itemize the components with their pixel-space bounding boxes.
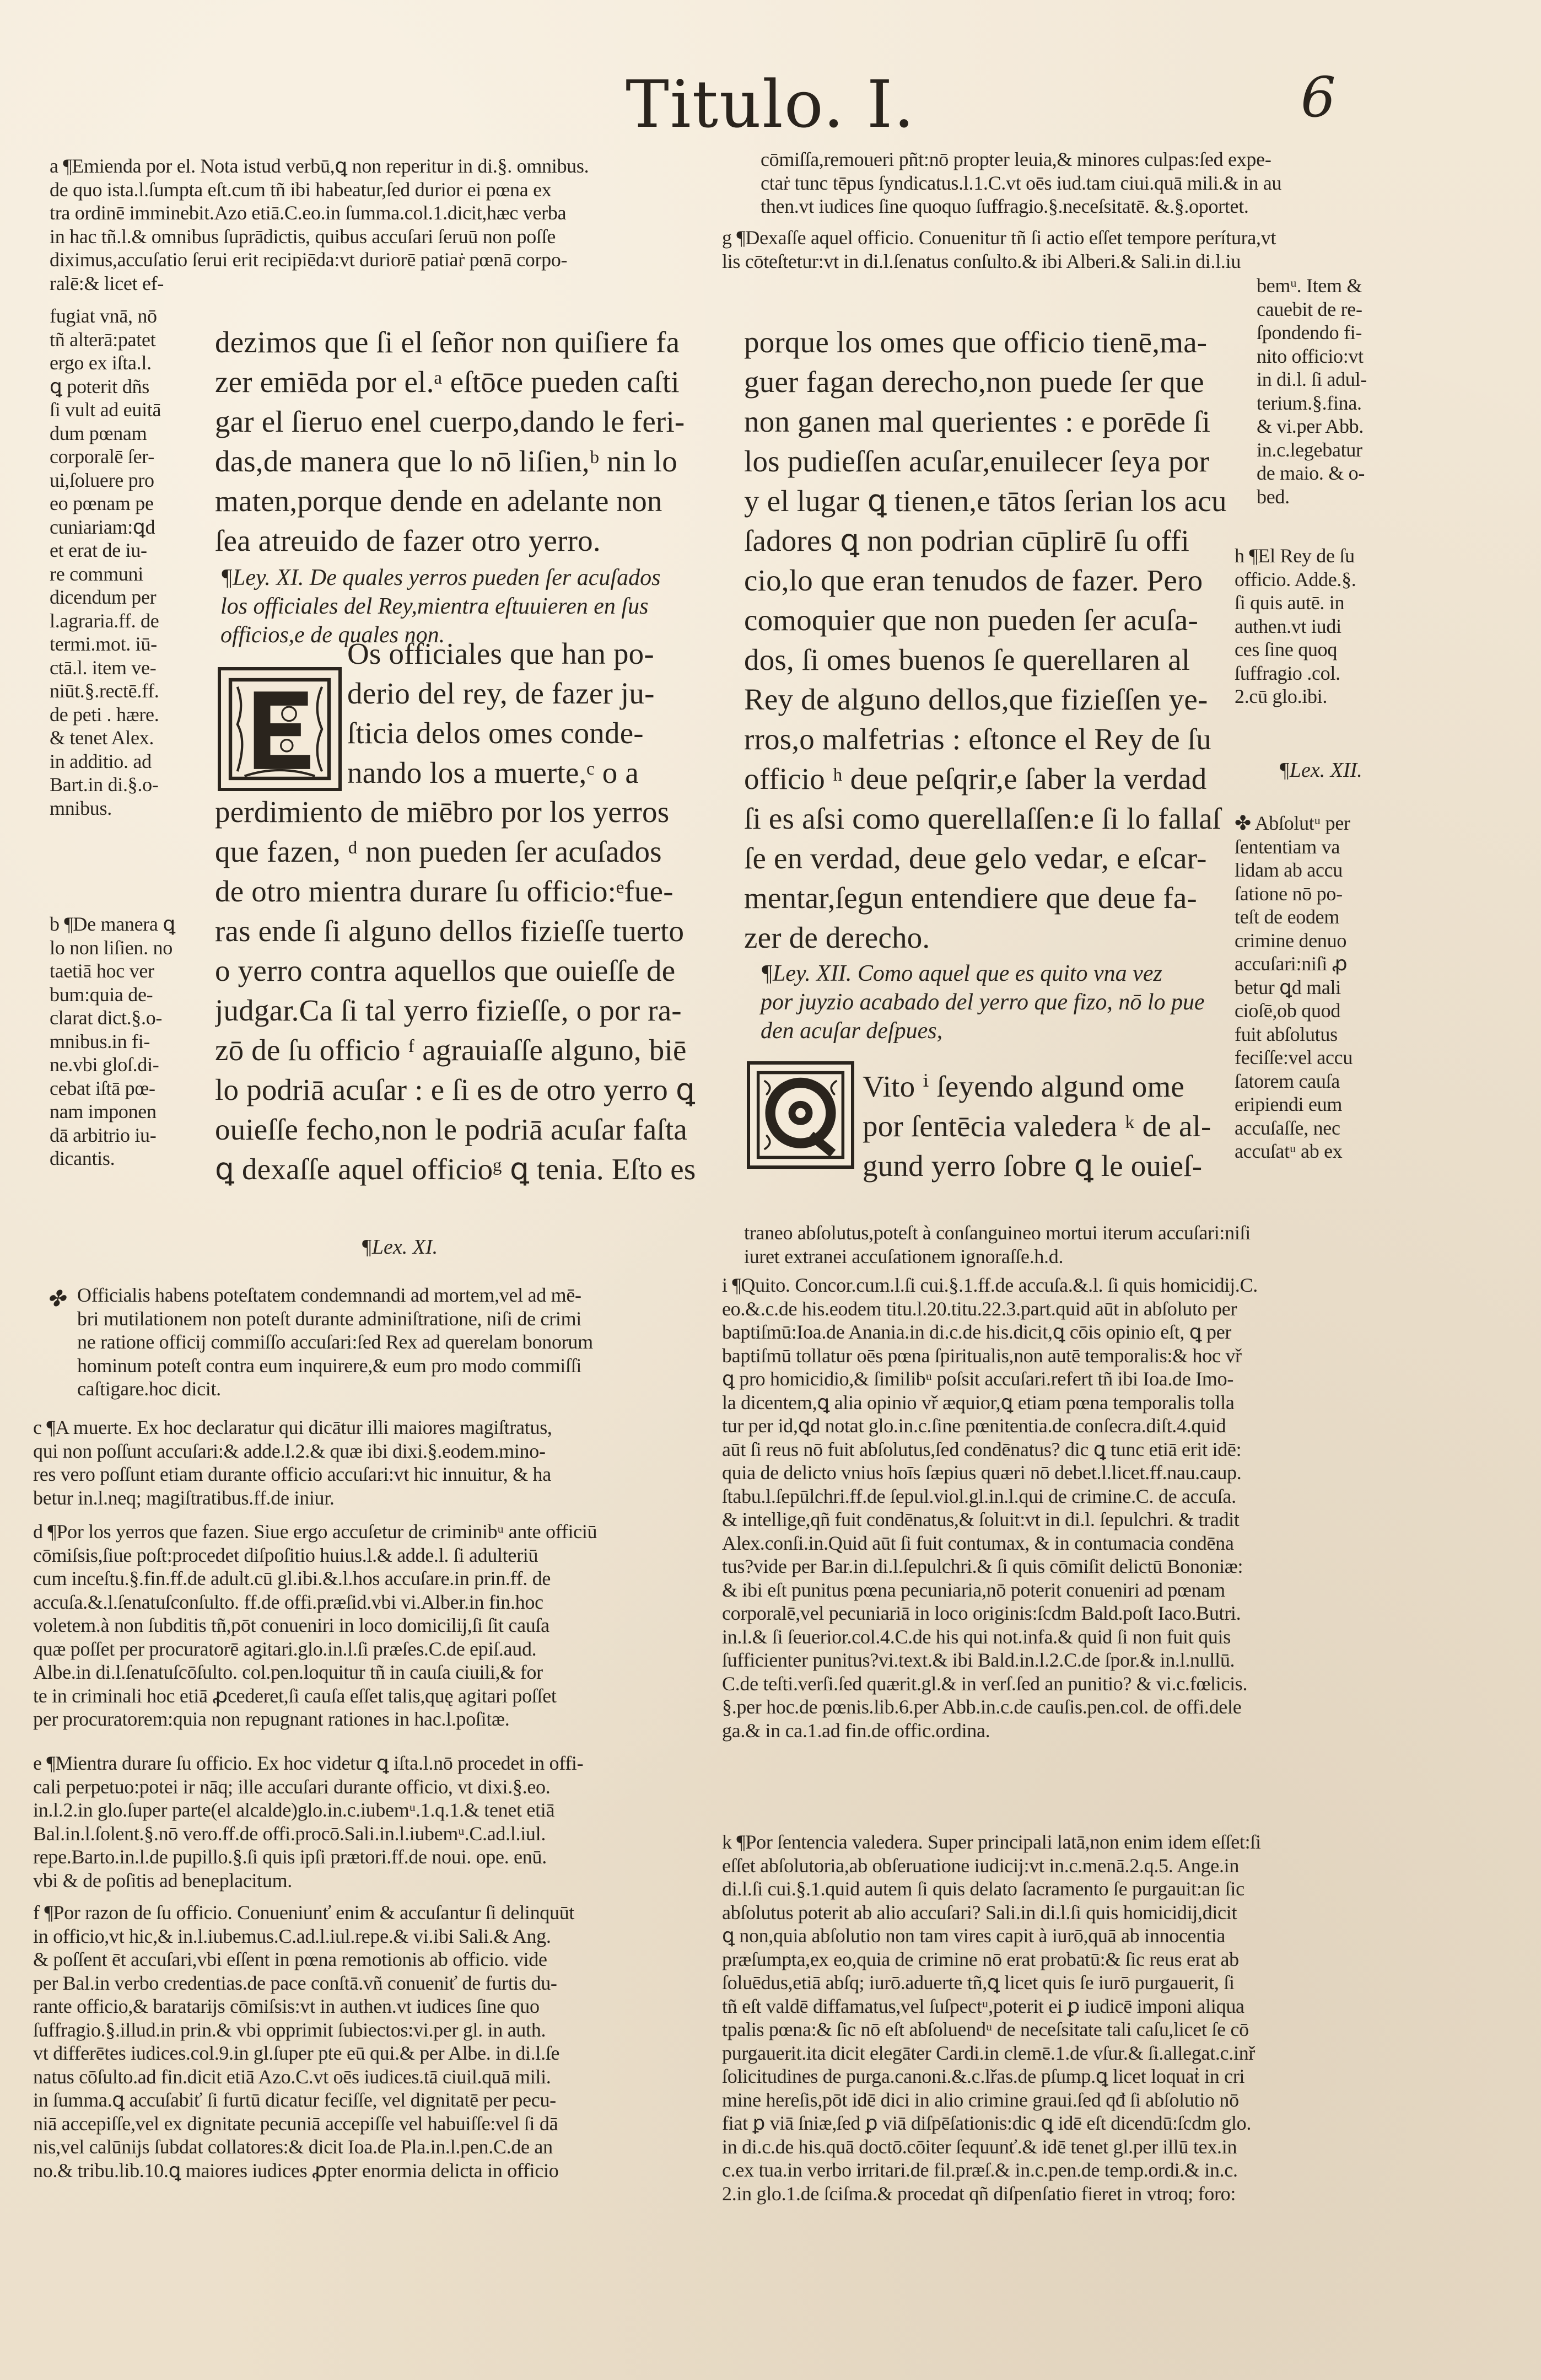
gloss-c: c ¶A muerte. Ex hoc declaratur qui dicātur illi maiores magiſtratus, qui non poſſunt accuſari:& adde.l.2.& quæ ibi dixi.§.eodem.mino- res vero poſſunt etiam durante officio accuſari:vt hic innuitur, & ha betur in.l.neq; magiſtratibus.ff.de iniur. — [33, 1416, 552, 1509]
gloss-g-side: bemᵘ. Item & cauebit de re- ſpondendo fi- nito officio:vt in di.l. ſi adul- terium.§.fina. & vi.per Abb. in.c.legebatur de maio. & o- bed. — [1257, 275, 1367, 508]
ley-xi-right-text: porque los omes que officio tienē,ma- guer fagan derecho,non puede ſer que non ganen mal querientes : e porēde ſi los pudieſſen acuſar,enuilecer ſeya por y el lugar ꝗ tienen,e tātos ſerian los acu ſadores ꝗ non podrian cūplirē ſu offi cio,lo que eran tenudos de fazer. Pero comoquier que non pueden ſer acuſa- dos, ſi omes buenos ſe querellaren al Rey de alguno dellos,que fizieſſen ye- rros,o malfetrias : eſtonce el Rey de ſu officio ʰ deue peſqrir,e ſaber la verdad ſi es aſsi como querellaſſen:e ſi lo fallaſ ſe en verdad, deue gelo vedar, e eſcar- mentar,ſegun entendiere que deue fa- zer de derecho. — [744, 325, 1227, 954]
ley-xi-main-text: perdimiento de miēbro por los yerros que fazen, ᵈ non pueden ſer acuſados de otro mientra durare ſu officio:ᵉfue- ras ende ſi alguno dellos fizieſſe tuerto o yerro contra aquellos que ouieſſe de judgar.Ca ſi tal yerro fizieſſe, o por ra- zō de ſu officio ᶠ agrauiaſſe alguno, biē lo podriā acuſar : e ſi es de otro yerro ꝗ ouieſſe fecho,non le podriā acuſar faſta ꝗ dexaſſe aquel officioᵍ ꝗ tenia. Eſto es — [215, 795, 696, 1186]
gloss-a-top: a ¶Emienda por el. Nota istud verbū,ꝗ non reperitur in di.§. omnibus. de quo ista.l.ſumpta eſt.cum tñ ibi habeatur,ſed durior ei pœna ex tra ordinē imminebit.Azo etiā.C.eo.in ſumma.col.1.dicit,hæc verba in hac tñ.l.& omnibus ſuprādictis, quibus accuſari ſeruū non poſſe diximus,accuſatio ſerui erit recipiēda:vt duriorē patiaṙ pœnā corpo- ralē:& licet ef- — [50, 155, 589, 294]
gloss-a-side: fugiat vnā, nō tñ alterā:patet ergo ex iſta.l. ꝗ poterit dñs ſi vult ad euitā dum pœnam corporalē ſer- ui,ſoluere pro eo pœnam pe cuniariam:ꝗd et erat de iu- re communi dicendum per l.agraria.ff. de termi.mot. iū- ctā.l. item ve- niūt.§.rectē.ff. de peti . hære. & tenet Alex. in additio. ad Bart.in di.§.o- mnibus. — [50, 305, 161, 819]
gloss-b-side: b ¶De manera ꝗ lo non liſien. no taetiā hoc ver bum:quia de- clarat dict.§.o- mnibus.in fi- ne.vbi gloſ.di- cebat iſtā pœ- nam imponen dā arbitrio iu- dicantis. — [50, 913, 175, 1169]
gloss-f: f ¶Por razon de ſu officio. Conueniunť enim & accuſantur ſi delinquūt in officio,vt hic,& in.l.iubemus.C.ad.l.iul.repe.& vi.ibi Sali.& Ang. & poſſent ēt accuſari,vbi eſſent in pœna remotionis ab officio. vide per Bal.in verbo credentias.de pace conſtā.vñ conueniť de furtis du- rante officio,& baratarijs cōmiſsis:vt in authen.vt iudices ſine quo ſuffragio.§.illud.in prin.& vbi opprimit ſubiectos:vi.per gl. in auth. vt differētes iudices.col.9.in gl.ſuper pte eū qui.& per Albe. in di.l.ſe natus cōſulto.ad fin.dicit etiā Azo.C.vt oēs iudices.tā ciuil.quā mili. in ſumma.ꝗ accuſabiť ſi furtū dicatur feciſſe, vel dignitatē per pecu- niā accepiſſe,vel ex dignitate pecuniā accepiſſe vel habuiſſe:vel ſi dā nis,vel calūnijs ſubdat collatores:& dicit Ioa.de Pla.in.l.pen.C.de an no.& tribu.lib.10.ꝗ maiores iudices ꝓpter enormia delicta in officio — [33, 1901, 575, 2182]
summary-lex-xii-continued: traneo abſolutus,poteſt à conſanguineo mortui iterum accuſari:niſi iuret extranei accuſationem ignoraſſe.h.d. — [744, 1222, 1251, 1267]
folio-number: 6 — [1301, 65, 1336, 130]
gloss-k: k ¶Por ſentencia valedera. Super principali latā,non enim idem eſſet:ſi eſſet abſolutoria,ab obſeruatione iudicij:vt in.c.menā.2.q.5. Ange.in di.l.ſi cui.§.1.quid autem ſi quis delato ſacramento ſe purgauit:an ſic abſolutus poterit ab alio accuſari? Sali.in di.l.ſi quis homicidij,dicit ꝗ non,quia abſolutio non tam vires capit à iurō,quā ab innocentia præſumpta,ex eo,quia de crimine nō erat probatū:& ſic reus erat ab ſoluēdus,etiā abſq; iurō.aduerte tñ,ꝗ licet quis ſe iurō purgauerit, ſi tñ eſt valdē diffamatus,vel ſuſpectᵘ,poterit ei ꝑ iudicē imponi aliqua tpalis pœna:& ſic nō eſt abſoluendᵘ de neceſsitate tali caſu,licet ſe cō purgauerit.ita dicit elegāter Cardi.in clemē.1.de vſur.& ſi.allegat.c.inř ſolicitudines de purga.canoni.&.c.lřas.de pſump.ꝗ licet loquaṫ in cri mine hereſis,pōt idē dici in alio crimine graui.ſed qđ ſi abſolutio nō fiat ꝑ viā ſniæ,ſed ꝑ viā diſpēſationis:dic ꝗ idē eſt dicendū:ſcdm glo. in di.c.de his.quā doctō.cōiter ſequunť.& idē tenet gl.per illū tex.in c.ex tua.in verbo irritari.de fil.præſ.& in.c.pen.de temp.ordi.& in.c. 2.in glo.1.de ſciſma.& procedat qñ diſpenſatio fieret in vtroq; foro: — [722, 1831, 1261, 2205]
gloss-i: i ¶Quito. Concor.cum.l.ſi cui.§.1.ff.de accuſa.&.l. ſi quis homicidij.C. eo.&.c.de his.eodem titu.l.20.titu.22.3.part.quid aūt in abſoluto per baptiſmū:Ioa.de Anania.in di.c.de his.dicit,ꝗ cōis opinio eſt, ꝗ per baptiſmū tollatur oēs pœna ſpiritualis,non autē temporalis:& hoc vř ꝗ pro homicidio,& ſimilibᵘ poſsit accuſari.refert tñ ibi Ioa.de Imo- la dicentem,ꝗ alia opinio vř æquior,ꝗ etiam pœna temporalis tolla tur per id,ꝗd notat glo.in.c.ſine pœnitentia.de conſecra.diſt.4.quid aūt ſi reus nō fuit abſolutus,ſed condēnatus? dic ꝗ tunc etiā erit idē: quia de delicto vnius hoīs ſæpius quæri nō debet.l.licet.ff.nau.caup. ſtabu.l.ſepūlchri.ff.de ſepul.viol.gl.in.l.qui de crimine.C. de accuſa. & intellige,qñ fuit condēnatus,& ſoluit:vt in di.l. ſepulchri. & tradit Alex.conſi.in.Quid aūt ſi fuit contumax, & in contumacia condēna tus?vide per Bar.in di.l.ſepulchri.& ſi quis cōmiſit delictū Bononiæ: & ibi eſt punitus pœna pecuniaria,nō poterit conueniri ad pœnam corporalē,vel pecuniariā in loco originis:ſcdm Bald.poſt Iaco.Butri. in.l.& ſi ſeuerior.col.4.C.de his qui not.infa.& quid ſi non fuit quis ſufficienter punitus?vi.text.& ibi Bald.in.l.2.C.de ſpor.& in.l.nullū. C.de teſti.verſi.ſed quærit.gl.& in verſ.ſed an punitio? & vi.c.fœlicis. §.per hoc.de pœnis.lib.6.per Abb.in.c.de cauſis.pen.col. de offi.dele ga.& in ca.1.ad fin.de offic.ordina. — [722, 1274, 1258, 1742]
lex-xi-label: ¶Lex. XI. — [361, 1235, 438, 1259]
summary-lex-xi: Officialis habens poteſtatem condemnandi ad mortem,vel ad mē- bri mutilationem non poteſt durante adminiſtratione, niſi de crimi ne ratione officij commiſſo accuſari:ſed Rex ad querelam bonorum hominum poteſt contra eum inquirere,& eum pro modo commiſſi caſtigare.hoc dicit. — [77, 1284, 593, 1400]
summary-lex-xii: ✤ Abſolutᵘ per ſententiam va lidam ab accu ſatione nō po- teſt de eodem crimine denuo accuſari:niſi ꝓ betur ꝗd mali cioſē,ob quod fuit abſolutus feciſſe:vel accu ſatorem cauſa eripiendi eum accuſaſſe, nec accuſatᵘ ab ex — [1235, 812, 1353, 1162]
gloss-f-continued: cōmiſſa,remoueri pñt:nō propter leuia,& minores culpas:ſed expe- ctaṙ tunc tēpus ſyndicatus.l.1.C.vt oēs iud.tam ciui.quā mili.& in au then.vt iudices ſine quoquo ſuffragio.§.neceſsitatē. &.§.oportet. — [761, 148, 1282, 217]
ley-xii-text: Vito ⁱ ſeyendo algund ome por ſentēcia valedera ᵏ de al- gund yerro ſobre ꝗ le ouieſ- — [863, 1070, 1211, 1183]
woodcut-initial-q-icon — [747, 1061, 854, 1169]
gloss-d: d ¶Por los yerros que fazen. Siue ergo accuſetur de criminibᵘ ante officiū cōmiſsis,ſiue poſt:procedet diſpoſitio huius.l.& adde.l. ſi adulteriū cum inceſtu.§.fin.ff.de adult.cū gl.ibi.&.l.hos accuſare.in prin.ff. de accuſa.&.l.ſenatuſconſulto. ff.de offi.præſid.vbi vi.Alber.in fin.hoc voletem.à non ſubditis tñ,pōt conueniri in loco domicilij,ſi ſit cauſa quæ poſſet per procuratorē agitari.glo.in.l.ſi præſes.C.de epiſ.aud. Albe.in di.l.ſenatuſcōſulto. col.pen.loquitur tñ in cauſa ciuili,& for te in criminali hoc etiā ꝓcederet,ſi cauſa eſſet talis,quę agitari poſſet per procuratorem:quia non repugnant rationes in hac.l.poſitæ. — [33, 1521, 597, 1730]
ley-x-main-text: dezimos que ſi el ſeñor non quiſiere fa zer emiēda por el.ᵃ eſtōce pueden caſti gar el ſieruo enel cuerpo,dando le feri- das,de manera que lo nō liſien,ᵇ nin lo maten,porque dende en adelante non ſea atreuido de fazer otro yerro. — [215, 325, 685, 557]
ley-xi-rubric: ¶Ley. XI. De quales yerros pueden ſer acuſados los officiales del Rey,mientra eſtuuieren en ſus officios,e de quales non. — [220, 565, 661, 648]
running-title: Titulo. I. — [626, 66, 915, 142]
woodcut-initial-e-icon — [218, 667, 342, 791]
gloss-e: e ¶Mientra durare ſu officio. Ex hoc videtur ꝗ iſta.l.nō procedet in offi- cali perpetuo:potei ir nāq; ille accuſari durante officio, vt dixi.§.eo. in.l.2.in glo.ſuper parte(el alcalde)glo.in.c.iubemᵘ.1.q.1.& tenet etiā Bal.in.l.ſolent.§.nō vero.ff.de offi.procō.Sali.in.l.iubemᵘ.C.ad.l.iul. repe.Barto.in.l.de pupillo.§.ſi quis ipſi prætori.ff.de noui. ope. enū. vbi & de poſitis ad beneplacitum. — [33, 1752, 584, 1892]
summary-fleuron-icon: ✤ — [47, 1286, 66, 1311]
gloss-h-side: h ¶El Rey de ſu officio. Adde.§. ſi quis autē. in authen.vt iudi ces ſine quoq ſuffragio .col. 2.cū glo.ibi. — [1235, 545, 1356, 707]
ley-xii-rubric: ¶Ley. XII. Como aquel que es quito vna vez por juyzio acabado del yerro que fizo, nō lo pue den acuſar deſpues, — [761, 961, 1205, 1044]
lex-xii-label: ¶Lex. XII. — [1279, 759, 1362, 782]
gloss-g: g ¶Dexaſſe aquel officio. Conuenitur tñ ſi actio eſſet tempore perítura,vt lis cōteſtetur:vt in di.l.ſenatus conſulto.& ibi Alberi.& Sali.in di.l.iu — [722, 227, 1276, 272]
ley-xi-text-beside-initial: Os officiales que han po- derio del rey, de fazer ju- ſticia delos omes conde- nando los a muerte,ᶜ o a — [347, 637, 655, 789]
